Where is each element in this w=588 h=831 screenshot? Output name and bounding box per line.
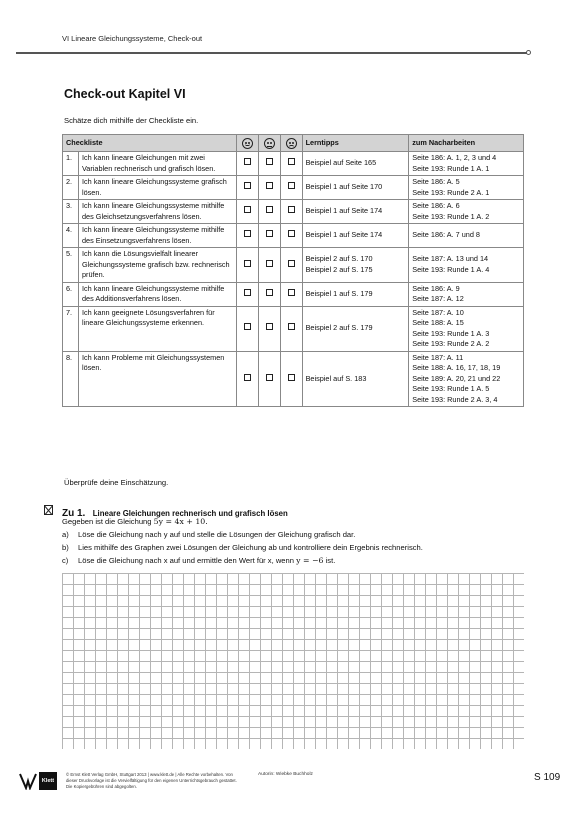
row-review — [409, 282, 524, 306]
review-line: Seite 193: Runde 1 A. 5 — [412, 384, 490, 393]
checklist-row — [63, 306, 524, 351]
row-tips — [302, 176, 409, 200]
given-equation: 5y = 4x + 10. — [153, 517, 208, 526]
self-check-neutral-checkbox[interactable] — [266, 260, 273, 267]
self-check-happy-checkbox[interactable] — [244, 289, 251, 296]
row-review — [409, 224, 524, 248]
row-number: 1. — [63, 152, 79, 176]
row-tips — [302, 200, 409, 224]
self-check-happy-cell — [236, 282, 258, 306]
self-check-sad-cell — [280, 282, 302, 306]
row-statement: Ich kann lineare Gleichungen mit zwei Variablen rechnerisch und grafisch lösen. — [78, 152, 236, 176]
self-check-neutral-cell — [258, 351, 280, 407]
self-check-sad-cell — [280, 152, 302, 176]
review-line: Seite 186: A. 5 — [412, 177, 460, 186]
self-check-neutral-cell — [258, 306, 280, 351]
page-number: S 109 — [534, 772, 561, 783]
review-line: Seite 188: A. 15 — [412, 318, 464, 327]
row-tips — [302, 351, 409, 407]
self-check-happy-checkbox[interactable] — [244, 182, 251, 189]
row-statement: Ich kann die Lösungsvielfalt linearer Gleichungssysteme grafisch bzw. rechnerisch prüfen. — [78, 248, 236, 283]
review-line: Seite 189: A. 20, 21 und 22 — [412, 373, 501, 383]
row-tips — [302, 152, 409, 176]
row-review — [409, 248, 524, 283]
self-check-neutral-checkbox[interactable] — [266, 206, 273, 213]
checklist-row — [63, 176, 524, 200]
self-check-neutral-cell — [258, 152, 280, 176]
row-number: 2. — [63, 176, 79, 200]
review-line: Seite 186: A. 7 und 8 — [412, 230, 480, 240]
running-header: VI Lineare Gleichungssysteme, Check-out — [62, 34, 203, 43]
self-check-happy-cell — [236, 200, 258, 224]
self-check-neutral-checkbox[interactable] — [266, 289, 273, 296]
self-check-happy-checkbox[interactable] — [244, 374, 251, 381]
checklist-row — [63, 200, 524, 224]
self-check-sad-checkbox[interactable] — [288, 158, 295, 165]
tip-line: Beispiel auf S. 183 — [305, 373, 367, 383]
header-rule — [16, 52, 528, 54]
self-check-sad-cell — [280, 306, 302, 351]
recheck-text: Überprüfe deine Einschätzung. — [64, 478, 169, 487]
row-number: 4. — [63, 224, 79, 248]
self-check-neutral-cell — [258, 176, 280, 200]
row-statement: Ich kann lineare Gleichungssysteme mithilfe des Gleichsetzungsverfahrens lösen. — [78, 200, 236, 224]
tip-line: Beispiel 2 auf S. 175 — [305, 264, 373, 274]
smiley-neutral-icon — [264, 138, 275, 149]
self-check-neutral-cell — [258, 200, 280, 224]
self-check-sad-cell — [280, 176, 302, 200]
row-tips — [302, 224, 409, 248]
review-line: Seite 186: A. 6 — [412, 201, 460, 210]
self-check-happy-cell — [236, 176, 258, 200]
task-item-label: a) — [62, 530, 69, 539]
tip-line: Beispiel 1 auf Seite 174 — [305, 230, 383, 240]
self-check-neutral-cell — [258, 224, 280, 248]
review-line: Seite 193: Runde 1 A. 2 — [412, 211, 490, 221]
tip-line: Beispiel 1 auf Seite 174 — [305, 206, 383, 216]
self-check-happy-cell — [236, 248, 258, 283]
self-check-happy-cell — [236, 306, 258, 351]
self-check-happy-cell — [236, 351, 258, 407]
row-statement: Ich kann Probleme mit Gleichungssystemen lösen. — [78, 351, 236, 407]
review-line: Seite 186: A. 1, 2, 3 und 4 — [412, 153, 497, 162]
tip-line: Beispiel 2 auf S. 179 — [305, 323, 373, 333]
header-rule-end-dot — [526, 50, 531, 55]
row-tips — [302, 282, 409, 306]
self-check-neutral-checkbox[interactable] — [266, 182, 273, 189]
tip-line: Beispiel 2 auf S. 170 — [305, 254, 373, 264]
task-item-a — [62, 530, 532, 539]
task-item-math: y = −6 — [296, 556, 324, 565]
intro-text: Schätze dich mithilfe der Checkliste ein. — [64, 116, 199, 125]
task-item-text: Löse die Gleichung nach x auf und ermittle den Wert für x, wenn — [78, 556, 294, 565]
review-line: Seite 188: A. 16, 17, 18, 19 — [412, 363, 501, 372]
tip-line: Beispiel 1 auf S. 179 — [305, 288, 373, 298]
self-check-happy-checkbox[interactable] — [244, 158, 251, 165]
review-line: Seite 193: Runde 2 A. 2 — [412, 339, 490, 348]
self-check-happy-checkbox[interactable] — [244, 323, 251, 330]
self-check-sad-cell — [280, 248, 302, 283]
self-check-sad-checkbox[interactable] — [288, 206, 295, 213]
self-check-neutral-checkbox[interactable] — [266, 323, 273, 330]
tip-line: Beispiel 1 auf Seite 170 — [305, 182, 383, 192]
review-line: Seite 193: Runde 1 A. 3 — [412, 328, 490, 338]
review-line: Seite 187: A. 12 — [412, 294, 464, 303]
checklist-row — [63, 282, 524, 306]
self-check-sad-checkbox[interactable] — [288, 374, 295, 381]
smiley-sad-icon — [286, 138, 297, 149]
self-check-neutral-cell — [258, 248, 280, 283]
grid-paper[interactable] — [62, 573, 524, 749]
task-marker-icon — [44, 505, 53, 515]
self-check-sad-cell — [280, 224, 302, 248]
row-review — [409, 306, 524, 351]
given-prefix: Gegeben ist die Gleichung — [62, 517, 152, 526]
row-review — [409, 200, 524, 224]
checklist-row — [63, 224, 524, 248]
tips-header: Lerntipps — [302, 135, 409, 152]
self-check-neutral-checkbox[interactable] — [266, 158, 273, 165]
self-check-sad-checkbox[interactable] — [288, 182, 295, 189]
smiley-happy-icon — [242, 138, 253, 149]
review-line: Seite 187: A. 13 und 14 — [412, 254, 489, 264]
copyright-text: © Ernst Klett Verlag GmbH, Stuttgart 2013 | www.klett.de | Alle Rechte vorbehalten. Von dieser Druckvorlage ist die Vervielfältigung für den eigenen Unterrichtsgebrauch gestattet. Die Kopiergebühren sind abgegolten. — [66, 772, 237, 789]
checklist-row — [63, 152, 524, 176]
given-line — [62, 517, 208, 526]
col-neutral — [258, 135, 280, 152]
review-line: Seite 193: Runde 2 A. 1 — [412, 187, 490, 197]
task-title: Lineare Gleichungen rechnerisch und grafisch lösen — [92, 509, 288, 518]
review-line: Seite 186: A. 9 — [412, 283, 460, 293]
author-text: Autorin: Wiebke Buchholz — [258, 772, 313, 777]
review-line: Seite 187: A. 10 — [412, 307, 464, 317]
row-statement: Ich kann geeignete Lösungsverfahren für lineare Gleichungssysteme erkennen. — [78, 306, 236, 351]
task-item-text: Lies mithilfe des Graphen zwei Lösungen der Gleichung ab und kontrolliere dein Ergebnis rechnerisch. — [78, 543, 423, 552]
self-check-happy-checkbox[interactable] — [244, 206, 251, 213]
row-review — [409, 176, 524, 200]
checklist-header: Checkliste — [63, 135, 237, 152]
self-check-happy-checkbox[interactable] — [244, 230, 251, 237]
row-review — [409, 351, 524, 407]
row-number: 5. — [63, 248, 79, 283]
task-item-text: Löse die Gleichung nach y auf und stelle die Lösungen der Gleichung grafisch dar. — [78, 530, 356, 539]
row-number: 3. — [63, 200, 79, 224]
checklist-table — [62, 134, 524, 407]
review-line: Seite 193: Runde 2 A. 3, 4 — [412, 394, 498, 404]
self-check-sad-checkbox[interactable] — [288, 260, 295, 267]
checklist-row — [63, 351, 524, 407]
self-check-sad-cell — [280, 200, 302, 224]
self-check-sad-checkbox[interactable] — [288, 323, 295, 330]
self-check-neutral-checkbox[interactable] — [266, 374, 273, 381]
task-item-b — [62, 543, 532, 552]
self-check-happy-cell — [236, 152, 258, 176]
row-tips — [302, 306, 409, 351]
task-number: Zu 1. — [62, 508, 86, 519]
review-line: Seite 193: Runde 1 A. 1 — [412, 163, 490, 173]
self-check-neutral-cell — [258, 282, 280, 306]
row-number: 8. — [63, 351, 79, 407]
checklist-row — [63, 248, 524, 283]
row-number: 7. — [63, 306, 79, 351]
row-statement: Ich kann lineare Gleichungssysteme mithilfe des Einsetzungsverfahrens lösen. — [78, 224, 236, 248]
task-item-label: b) — [62, 543, 69, 552]
col-happy — [236, 135, 258, 152]
self-check-sad-cell — [280, 351, 302, 407]
self-check-sad-checkbox[interactable] — [288, 230, 295, 237]
row-review — [409, 152, 524, 176]
self-check-sad-checkbox[interactable] — [288, 289, 295, 296]
task-item-suffix: ist. — [325, 556, 336, 565]
row-tips — [302, 248, 409, 283]
page-title: Check-out Kapitel VI — [64, 87, 186, 101]
klett-logo-icon — [18, 772, 38, 790]
task-item-c — [62, 556, 532, 565]
review-line: Seite 193: Runde 1 A. 4 — [412, 264, 490, 274]
self-check-happy-checkbox[interactable] — [244, 260, 251, 267]
self-check-happy-cell — [236, 224, 258, 248]
row-statement: Ich kann lineare Gleichungssysteme mithilfe des Additionsverfahrens lösen. — [78, 282, 236, 306]
col-sad — [280, 135, 302, 152]
row-number: 6. — [63, 282, 79, 306]
checklist-header-row — [63, 135, 524, 152]
row-statement: Ich kann lineare Gleichungssysteme grafisch lösen. — [78, 176, 236, 200]
task-item-label: c) — [62, 556, 69, 565]
review-header: zum Nacharbeiten — [409, 135, 524, 152]
self-check-neutral-checkbox[interactable] — [266, 230, 273, 237]
review-line: Seite 187: A. 11 — [412, 352, 464, 362]
tip-line: Beispiel auf Seite 165 — [305, 158, 377, 168]
klett-logo-label: Klett — [39, 772, 57, 790]
